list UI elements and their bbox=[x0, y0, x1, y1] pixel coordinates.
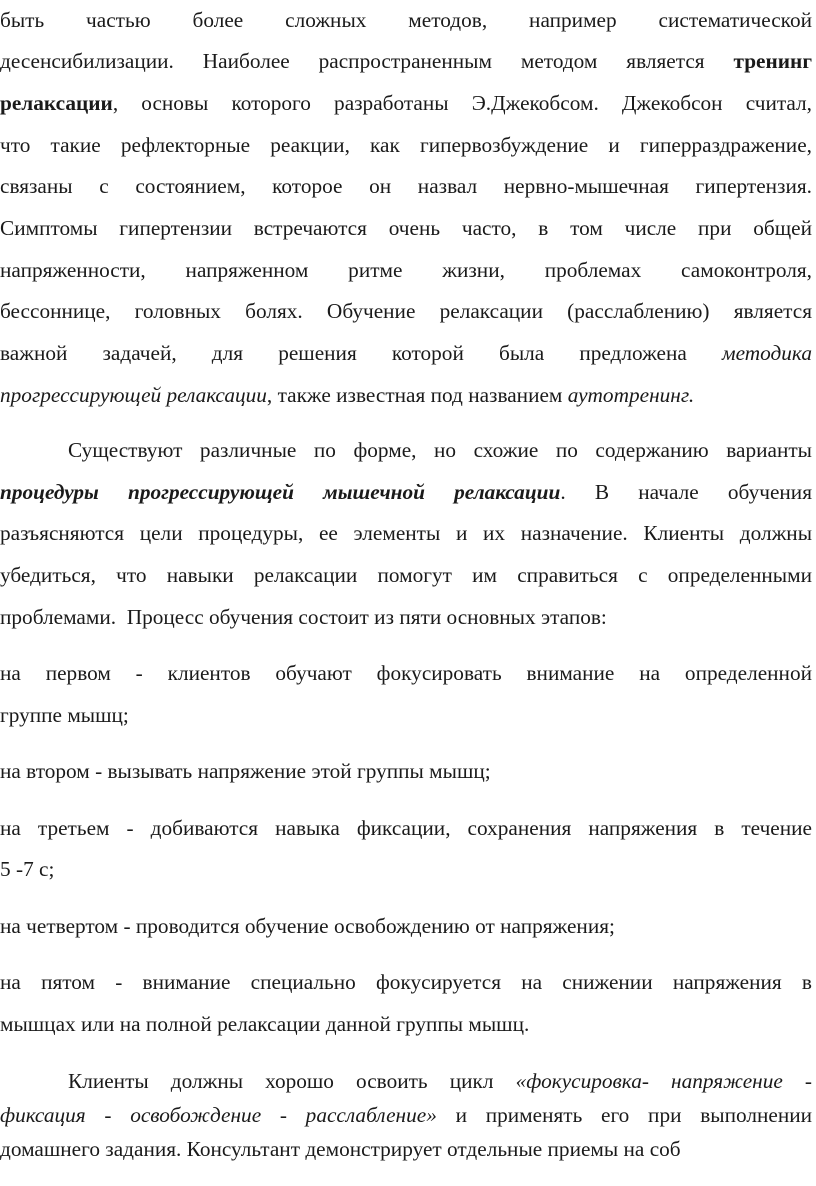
list-item: на первом - клиентов обучают фокусировать внимание на определенной bbox=[0, 661, 812, 685]
term-italic: аутотренинг. bbox=[567, 383, 695, 407]
text-line: разъясняются цели процедуры, ее элементы и их назначение. Клиенты должны bbox=[0, 521, 812, 545]
text-line: проблемами. Процесс обучения состоит из пяти основных этапов: bbox=[0, 605, 607, 629]
text-line: напряженности, напряженном ритме жизни, проблемах самоконтроля, bbox=[0, 258, 812, 282]
term-bold-italic: процедуры прогрессирующей мышечной релаксации bbox=[0, 480, 561, 504]
text-line: Существуют различные по форме, но схожие по содержанию варианты bbox=[68, 438, 812, 462]
text-line: процедуры прогрессирующей мышечной релаксации. В начале обучения bbox=[0, 480, 812, 504]
text-line: бессоннице, головных болях. Обучение релаксации (расслаблению) является bbox=[0, 299, 812, 323]
text-line: десенсибилизации. Наиболее распространенным методом является тренинг bbox=[0, 49, 812, 73]
term-bold: релаксации bbox=[0, 91, 113, 115]
text-line: Клиенты должны хорошо освоить цикл «фокусировка- напряжение - bbox=[68, 1069, 812, 1093]
term-italic: «фокусировка- напряжение - bbox=[515, 1069, 812, 1093]
text-line: связаны с состоянием, которое он назвал нервно-мышечная гипертензия. bbox=[0, 174, 812, 198]
term-italic: фиксация - освобождение - расслабление» bbox=[0, 1103, 437, 1127]
term-italic: прогрессирующей релаксации bbox=[0, 383, 267, 407]
text-line: фиксация - освобождение - расслабление» и применять его при выполнении bbox=[0, 1103, 813, 1127]
text-line: прогрессирующей релаксации, также известная под названием аутотренинг. bbox=[0, 383, 695, 407]
list-item: на пятом - внимание специально фокусируется на снижении напряжения в bbox=[0, 970, 812, 994]
list-item: на третьем - добиваются навыка фиксации, сохранения напряжения в течение bbox=[0, 816, 812, 840]
list-item: группе мышц; bbox=[0, 703, 129, 727]
text-line: что такие рефлекторные реакции, как гипервозбуждение и гиперраздражение, bbox=[0, 133, 812, 157]
term-bold: тренинг bbox=[733, 49, 812, 73]
text-line: быть частью более сложных методов, например систематической bbox=[0, 8, 812, 32]
text-line: важной задачей, для решения которой была предложена методика bbox=[0, 341, 812, 365]
list-item: на втором - вызывать напряжение этой группы мышц; bbox=[0, 759, 491, 783]
text-line: Симптомы гипертензии встречаются очень часто, в том числе при общей bbox=[0, 216, 812, 240]
text-line: релаксации, основы которого разработаны Э.Джекобсом. Джекобсон считал, bbox=[0, 91, 812, 115]
text-line: убедиться, что навыки релаксации помогут им справиться с определенными bbox=[0, 563, 812, 587]
text-line: домашнего задания. Консультант демонстрирует отдельные приемы на соб bbox=[0, 1137, 681, 1161]
list-item: 5 -7 с; bbox=[0, 857, 55, 881]
list-item: мышцах или на полной релаксации данной группы мышц. bbox=[0, 1012, 530, 1036]
list-item: на четвертом - проводится обучение освобождению от напряжения; bbox=[0, 914, 615, 938]
term-italic: методика bbox=[721, 341, 812, 365]
